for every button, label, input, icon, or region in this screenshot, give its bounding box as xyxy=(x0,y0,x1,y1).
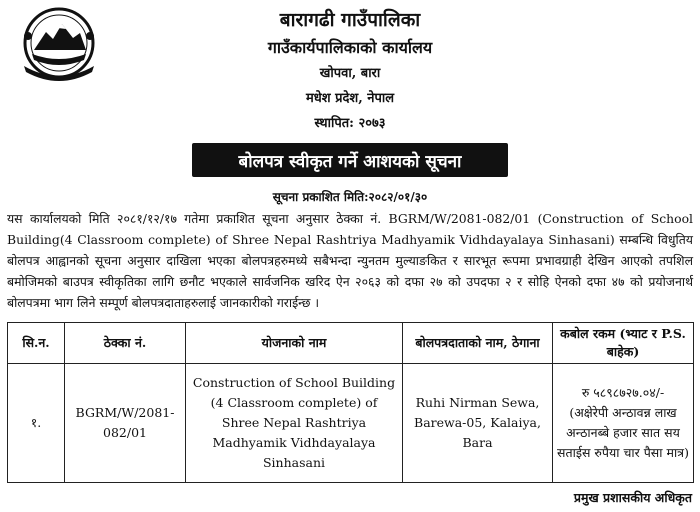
signatory: प्रमुख प्रशासकीय अधिकृत xyxy=(573,490,692,505)
bid-table xyxy=(7,322,694,483)
table-header-row xyxy=(8,323,694,364)
department-name: गाउँकार्यपालिकाको कार्यालय xyxy=(267,38,433,57)
col-project: योजनाको नाम xyxy=(186,323,403,364)
col-amount: कबोल रकम (भ्याट र P.S. बाहेक) xyxy=(553,323,694,364)
cell-amount xyxy=(553,364,694,483)
table-row xyxy=(8,364,694,483)
col-bidder: बोलपत्रदाताको नाम, ठेगाना xyxy=(403,323,553,364)
office-name: बारागढी गाउँपालिका xyxy=(279,9,421,31)
notice-body: यस कार्यालयको मिति २०८१/१२/१७ गतेमा प्रकाशित सूचना अनुसार ठेक्का नं. BGRM/W/2081-082/01 (Construction of School Building(4 Classroom complete) of Shree Nepal Rashtriya Madhyamik Vidhdayalaya Sinhasani) सम्बन्धि विधुतिय बोलपत्र आह्वानको सूचना अनुसार दाखिला भएका बोलपत्रहरुमध्ये सबैभन्दा न्युनतम मुल्याङकित र सारभूत रूपमा प्रभावग्राही देखिन आएको तपशिल बमोजिमको बाउपत्र स्वीकृतिका लागि छनौट भएकाले सार्वजनिक खरिद ऐन २०६३ को दफा २७ को उपदफा २ र सोहि ऐनको दफा ४७ को प्रयोजनार्थ बोलपत्रमा भाग लिने सम्पूर्ण बोलपत्रदाताहरुलाई जानकारीको गराईन्छ । xyxy=(7,211,693,310)
cell-bidder: Ruhi Nirman Sewa, Barewa-05, Kalaiya, Bara xyxy=(403,364,553,483)
col-contract-no: ठेक्का नं. xyxy=(65,323,186,364)
office-location: खोपवा, बारा xyxy=(319,66,381,81)
amount-figure: रु ५८९८७२७.०४/- xyxy=(581,385,665,400)
cell-sn: १. xyxy=(8,364,65,483)
province-name: मधेश प्रदेश, नेपाल xyxy=(305,91,395,106)
cell-project: Construction of School Building (4 Classroom complete) of Shree Nepal Rashtriya Madhyamik Vidhdayalaya Sinhasani xyxy=(186,364,403,483)
established-date: स्थापित: २०७३ xyxy=(314,116,386,131)
notice-title: बोलपत्र स्वीकृत गर्ने आशयको सूचना xyxy=(192,143,508,177)
cell-contract-no: BGRM/W/2081-082/01 xyxy=(65,364,186,483)
publish-date: सूचना प्रकाशित मिति:२०८२/०१/३० xyxy=(272,190,428,204)
col-sn: सि.न. xyxy=(8,323,65,364)
amount-words: (अक्षेरेपी अन्ठावन्न लाख अन्ठानब्बे हजार सात सय सताईस रुपैया चार पैसा मात्र) xyxy=(557,405,689,460)
